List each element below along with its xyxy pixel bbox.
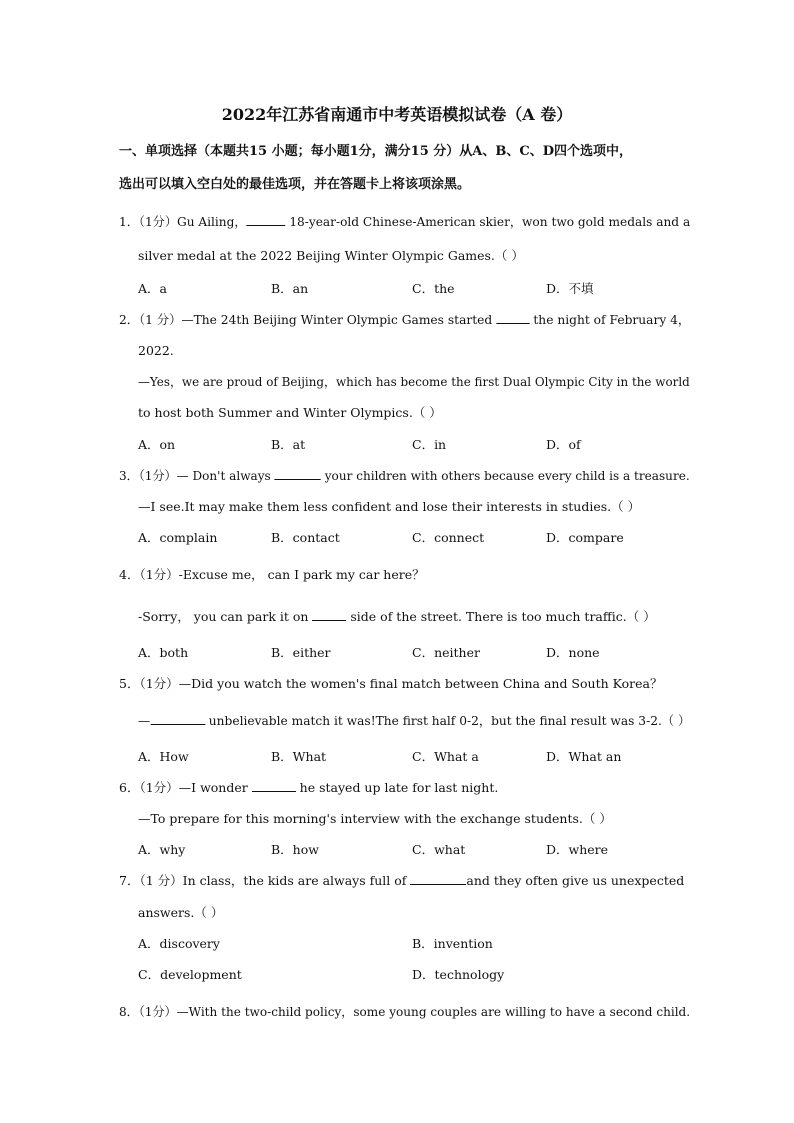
- answer-blank: [410, 873, 466, 885]
- question-5-option-d: D．What an: [546, 749, 622, 764]
- question-text: -Sorry， you can park it on: [138, 609, 309, 624]
- question-6-option-a: A．why: [138, 842, 186, 857]
- question-6-line-1: [119, 780, 498, 796]
- question-5-line-1: 5．（1分）—Did you watch the women's final match between China and South Korea？: [119, 676, 663, 691]
- question-text: he stayed up late for last night.: [295, 780, 499, 795]
- question-2-option-d: D．of: [546, 437, 581, 452]
- question-text: 2．（1 分）—The 24th Beijing Winter Olympic Games started: [119, 312, 493, 327]
- question-2-option-c: C．in: [412, 437, 447, 452]
- question-6-line-2: —To prepare for this morning's interview with the exchange students.（ ）: [138, 811, 612, 826]
- question-text: side of the street. There is too much traffic.（ ）: [346, 609, 656, 624]
- question-1-option-c: C．the: [412, 281, 455, 296]
- answer-blank: [247, 214, 286, 226]
- question-4-option-b: B．either: [271, 645, 331, 660]
- answer-blank: [312, 609, 346, 621]
- question-2-line-1: [119, 312, 690, 328]
- question-3-option-b: B．contact: [271, 530, 340, 545]
- question-5-line-2: [138, 713, 690, 729]
- question-6-option-c: C．what: [412, 842, 466, 857]
- question-text: 18-year-old Chinese-American skier，won two gold medals and a: [285, 214, 691, 229]
- question-8-line-1: 8．（1分）—With the two-child policy，some young couples are willing to have a second child.: [119, 1004, 691, 1019]
- question-text: 7．（1 分）In class，the kids are always full of: [119, 873, 407, 888]
- question-1-line-2: silver medal at the 2022 Beijing Winter Olympic Games.（ ）: [138, 248, 524, 263]
- answer-blank: [252, 780, 296, 792]
- question-1-option-a: A．a: [138, 281, 167, 296]
- answer-blank: [275, 468, 321, 480]
- question-2-option-a: A．on: [138, 437, 176, 452]
- question-2-line-3: —Yes，we are proud of Beijing，which has become the first Dual Olympic City in the world: [138, 374, 690, 389]
- question-7-option-a: A．discovery: [138, 936, 220, 951]
- answer-blank: [496, 312, 529, 324]
- question-3-option-a: A．complain: [138, 530, 218, 545]
- question-2-line-4: to host both Summer and Winter Olympics.（ ）: [138, 405, 442, 420]
- section-instruction-line-1: 一、单项选择（本题共15 小题；每小题1分，满分15 分）从A、B、C、D四个选项中，: [119, 144, 632, 159]
- question-6-option-d: D．where: [546, 842, 609, 857]
- question-4-line-1: 4．（1分）-Excuse me， can I park my car here？: [119, 567, 425, 582]
- question-5-option-b: B．What: [271, 749, 327, 764]
- question-text: 1．（1分）Gu Ailing，: [119, 214, 247, 229]
- question-6-option-b: B．how: [271, 842, 319, 857]
- question-4-line-2: [138, 609, 656, 625]
- question-5-option-c: C．What a: [412, 749, 479, 764]
- question-7-line-2: answers.（ ）: [138, 905, 224, 920]
- question-text: 6．（1分）—I wonder: [119, 780, 248, 795]
- question-4-option-d: D．none: [546, 645, 600, 660]
- page-title: 2022年江苏省南通市中考英语模拟试卷（A 卷）: [221, 105, 573, 124]
- question-text: and they often give us unexpected: [466, 873, 685, 888]
- question-text: 3．（1分）— Don't always: [119, 468, 271, 483]
- question-3-option-d: D．compare: [546, 530, 624, 545]
- question-2-line-2: 2022.: [138, 343, 174, 358]
- question-3-line-1: [119, 468, 690, 484]
- question-text: unbelievable match it was!The first half 0-2，but the final result was 3-2.（ ）: [204, 713, 691, 728]
- section-instruction-line-2: 选出可以填入空白处的最佳选项，并在答题卡上将该项涂黑。: [119, 177, 471, 192]
- question-1-option-d: D．不填: [546, 281, 594, 296]
- question-7-option-c: C．development: [138, 967, 242, 982]
- question-4-option-c: C．neither: [412, 645, 480, 660]
- question-3-line-2: —I see.It may make them less confident and lose their interests in studies.（ ）: [138, 499, 641, 514]
- question-1-line-1: [119, 214, 690, 230]
- question-3-option-c: C．connect: [412, 530, 485, 545]
- question-text: your children with others because every child is a treasure.: [320, 468, 690, 483]
- question-1-option-b: B．an: [271, 281, 309, 296]
- question-7-option-b: B．invention: [412, 936, 493, 951]
- answer-blank: [150, 713, 205, 725]
- question-2-option-b: B．at: [271, 437, 306, 452]
- question-text: —: [138, 713, 151, 728]
- question-7-line-1: [119, 873, 684, 889]
- question-7-option-d: D．technology: [412, 967, 505, 982]
- question-text: the night of February 4，: [529, 312, 691, 327]
- question-5-option-a: A．How: [138, 749, 189, 764]
- question-4-option-a: A．both: [138, 645, 189, 660]
